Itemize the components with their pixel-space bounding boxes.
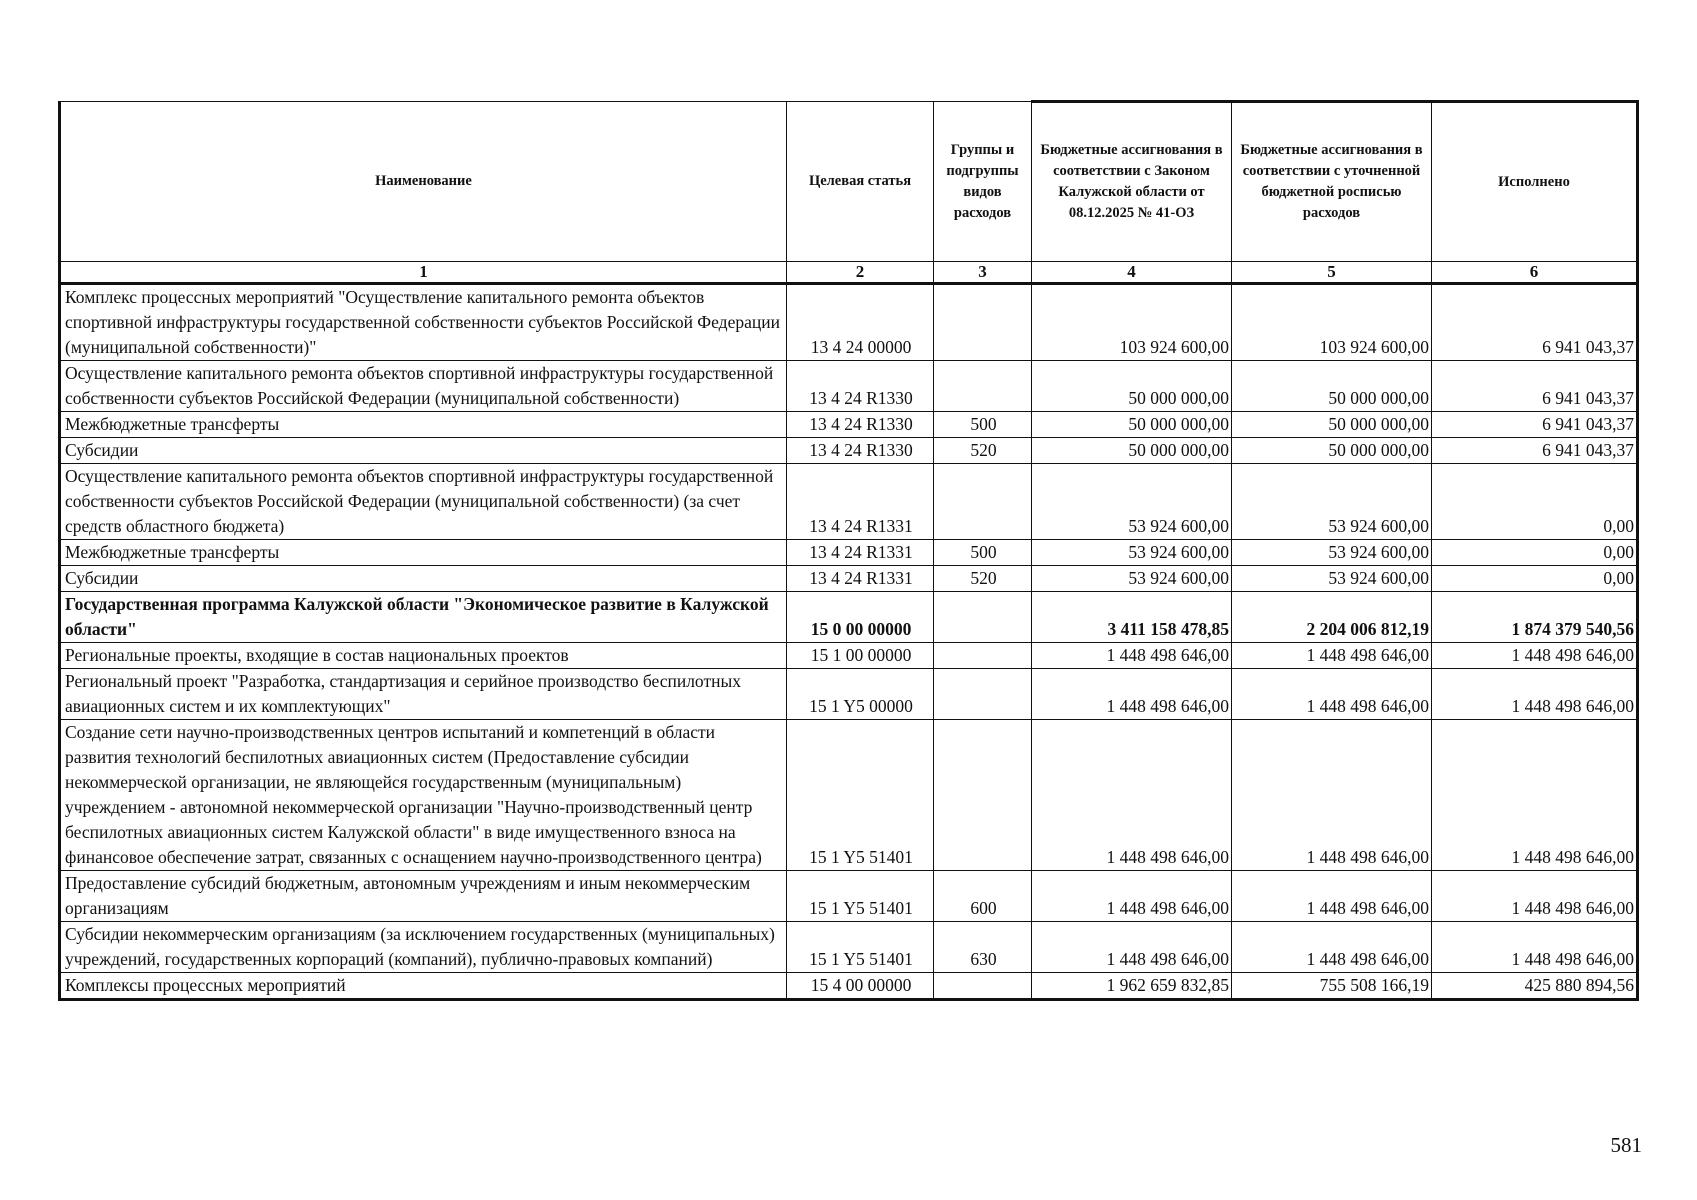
row-target-article-cell: 13 4 24 R1330 bbox=[787, 412, 934, 438]
row-expense-group-cell bbox=[934, 720, 1032, 871]
row-executed-amount-cell: 1 448 498 646,00 bbox=[1432, 720, 1638, 871]
table-row bbox=[60, 592, 1638, 643]
row-plan-amount-cell: 1 448 498 646,00 bbox=[1232, 922, 1432, 973]
row-plan-amount-cell: 53 924 600,00 bbox=[1232, 566, 1432, 592]
row-law-amount-cell: 1 962 659 832,85 bbox=[1032, 973, 1232, 1000]
header-row bbox=[60, 102, 1638, 262]
column-number: 4 bbox=[1032, 262, 1232, 284]
row-target-article-cell: 15 1 Y5 51401 bbox=[787, 720, 934, 871]
table-row bbox=[60, 922, 1638, 973]
row-expense-group-cell: 630 bbox=[934, 922, 1032, 973]
column-number: 6 bbox=[1432, 262, 1638, 284]
row-target-article-cell: 13 4 24 00000 bbox=[787, 284, 934, 361]
row-name-cell: Предоставление субсидий бюджетным, автономным учреждениям и иным некоммерческим организациям bbox=[60, 871, 787, 922]
row-target-article-cell: 15 4 00 00000 bbox=[787, 973, 934, 1000]
row-name-cell: Региональные проекты, входящие в состав национальных проектов bbox=[60, 643, 787, 669]
row-name-cell: Осуществление капитального ремонта объектов спортивной инфраструктуры государственной собственности субъектов Российской Федерации (муниципальной собственности) bbox=[60, 361, 787, 412]
row-name-cell: Межбюджетные трансферты bbox=[60, 412, 787, 438]
budget-table bbox=[58, 100, 1639, 1001]
header-executed: Исполнено bbox=[1432, 102, 1638, 262]
column-number-row bbox=[60, 262, 1638, 284]
row-expense-group-cell bbox=[934, 669, 1032, 720]
table-row bbox=[60, 412, 1638, 438]
row-law-amount-cell: 53 924 600,00 bbox=[1032, 464, 1232, 540]
column-number: 5 bbox=[1232, 262, 1432, 284]
row-plan-amount-cell: 50 000 000,00 bbox=[1232, 361, 1432, 412]
row-law-amount-cell: 103 924 600,00 bbox=[1032, 284, 1232, 361]
row-name-cell: Региональный проект "Разработка, стандартизация и серийное производство беспилотных авиационных систем и их комплектующих" bbox=[60, 669, 787, 720]
table-row bbox=[60, 973, 1638, 1000]
row-executed-amount-cell: 6 941 043,37 bbox=[1432, 438, 1638, 464]
table-body bbox=[60, 284, 1638, 1000]
page-number: 581 bbox=[1610, 1133, 1642, 1157]
row-plan-amount-cell: 1 448 498 646,00 bbox=[1232, 669, 1432, 720]
row-plan-amount-cell: 103 924 600,00 bbox=[1232, 284, 1432, 361]
row-plan-amount-cell: 1 448 498 646,00 bbox=[1232, 643, 1432, 669]
row-plan-amount-cell: 1 448 498 646,00 bbox=[1232, 720, 1432, 871]
header-expense-groups: Группы и подгруппы видов расходов bbox=[934, 102, 1032, 262]
row-name-cell: Субсидии bbox=[60, 566, 787, 592]
row-target-article-cell: 15 1 Y5 51401 bbox=[787, 871, 934, 922]
row-executed-amount-cell: 6 941 043,37 bbox=[1432, 361, 1638, 412]
table-row bbox=[60, 720, 1638, 871]
row-law-amount-cell: 1 448 498 646,00 bbox=[1032, 643, 1232, 669]
row-target-article-cell: 15 1 Y5 00000 bbox=[787, 669, 934, 720]
row-target-article-cell: 15 1 Y5 51401 bbox=[787, 922, 934, 973]
table-row bbox=[60, 361, 1638, 412]
row-executed-amount-cell: 1 448 498 646,00 bbox=[1432, 871, 1638, 922]
row-executed-amount-cell: 0,00 bbox=[1432, 464, 1638, 540]
header-name: Наименование bbox=[60, 102, 787, 262]
row-expense-group-cell bbox=[934, 643, 1032, 669]
table-row bbox=[60, 284, 1638, 361]
header-plan-allocations: Бюджетные ассигнования в соответствии с уточненной бюджетной росписью расходов bbox=[1232, 102, 1432, 262]
row-law-amount-cell: 1 448 498 646,00 bbox=[1032, 720, 1232, 871]
row-target-article-cell: 15 1 00 00000 bbox=[787, 643, 934, 669]
table-row bbox=[60, 438, 1638, 464]
row-plan-amount-cell: 2 204 006 812,19 bbox=[1232, 592, 1432, 643]
row-executed-amount-cell: 6 941 043,37 bbox=[1432, 412, 1638, 438]
header-target-article: Целевая статья bbox=[787, 102, 934, 262]
row-target-article-cell: 13 4 24 R1331 bbox=[787, 566, 934, 592]
row-executed-amount-cell: 1 448 498 646,00 bbox=[1432, 643, 1638, 669]
row-name-cell: Осуществление капитального ремонта объектов спортивной инфраструктуры государственной собственности субъектов Российской Федерации (муниципальной собственности) (за счет средств областного бюджета) bbox=[60, 464, 787, 540]
row-law-amount-cell: 53 924 600,00 bbox=[1032, 540, 1232, 566]
row-executed-amount-cell: 0,00 bbox=[1432, 540, 1638, 566]
budget-table-container bbox=[58, 100, 1636, 1001]
row-executed-amount-cell: 1 448 498 646,00 bbox=[1432, 922, 1638, 973]
table-row bbox=[60, 464, 1638, 540]
row-law-amount-cell: 50 000 000,00 bbox=[1032, 412, 1232, 438]
row-expense-group-cell bbox=[934, 592, 1032, 643]
row-target-article-cell: 13 4 24 R1330 bbox=[787, 438, 934, 464]
row-executed-amount-cell: 425 880 894,56 bbox=[1432, 973, 1638, 1000]
row-expense-group-cell bbox=[934, 464, 1032, 540]
row-target-article-cell: 13 4 24 R1330 bbox=[787, 361, 934, 412]
table-row bbox=[60, 669, 1638, 720]
row-expense-group-cell: 520 bbox=[934, 566, 1032, 592]
row-name-cell: Комплекс процессных мероприятий "Осуществление капитального ремонта объектов спортивной инфраструктуры государственной собственности субъектов Российской Федерации (муниципальной собственности)" bbox=[60, 284, 787, 361]
row-expense-group-cell bbox=[934, 284, 1032, 361]
table-row bbox=[60, 566, 1638, 592]
row-target-article-cell: 13 4 24 R1331 bbox=[787, 540, 934, 566]
row-executed-amount-cell: 1 874 379 540,56 bbox=[1432, 592, 1638, 643]
row-plan-amount-cell: 1 448 498 646,00 bbox=[1232, 871, 1432, 922]
row-plan-amount-cell: 50 000 000,00 bbox=[1232, 438, 1432, 464]
row-plan-amount-cell: 755 508 166,19 bbox=[1232, 973, 1432, 1000]
row-name-cell: Государственная программа Калужской области "Экономическое развитие в Калужской области" bbox=[60, 592, 787, 643]
column-number: 3 bbox=[934, 262, 1032, 284]
row-law-amount-cell: 1 448 498 646,00 bbox=[1032, 922, 1232, 973]
row-plan-amount-cell: 53 924 600,00 bbox=[1232, 540, 1432, 566]
table-row bbox=[60, 871, 1638, 922]
row-law-amount-cell: 50 000 000,00 bbox=[1032, 438, 1232, 464]
row-expense-group-cell: 500 bbox=[934, 540, 1032, 566]
row-name-cell: Субсидии bbox=[60, 438, 787, 464]
row-law-amount-cell: 1 448 498 646,00 bbox=[1032, 871, 1232, 922]
row-target-article-cell: 13 4 24 R1331 bbox=[787, 464, 934, 540]
row-executed-amount-cell: 6 941 043,37 bbox=[1432, 284, 1638, 361]
row-executed-amount-cell: 0,00 bbox=[1432, 566, 1638, 592]
row-name-cell: Комплексы процессных мероприятий bbox=[60, 973, 787, 1000]
row-expense-group-cell: 600 bbox=[934, 871, 1032, 922]
row-expense-group-cell bbox=[934, 361, 1032, 412]
column-number: 1 bbox=[60, 262, 787, 284]
row-name-cell: Субсидии некоммерческим организациям (за исключением государственных (муниципальных) учреждений, государственных корпораций (компаний), публично-правовых компаний) bbox=[60, 922, 787, 973]
table-row bbox=[60, 540, 1638, 566]
row-law-amount-cell: 3 411 158 478,85 bbox=[1032, 592, 1232, 643]
table-row bbox=[60, 643, 1638, 669]
header-law-allocations: Бюджетные ассигнования в соответствии с Законом Калужской области от 08.12.2025 № 41-ОЗ bbox=[1032, 102, 1232, 262]
row-law-amount-cell: 53 924 600,00 bbox=[1032, 566, 1232, 592]
row-plan-amount-cell: 53 924 600,00 bbox=[1232, 464, 1432, 540]
row-law-amount-cell: 1 448 498 646,00 bbox=[1032, 669, 1232, 720]
row-target-article-cell: 15 0 00 00000 bbox=[787, 592, 934, 643]
row-law-amount-cell: 50 000 000,00 bbox=[1032, 361, 1232, 412]
column-number: 2 bbox=[787, 262, 934, 284]
row-expense-group-cell bbox=[934, 973, 1032, 1000]
row-executed-amount-cell: 1 448 498 646,00 bbox=[1432, 669, 1638, 720]
row-name-cell: Создание сети научно-производственных центров испытаний и компетенций в области развития технологий беспилотных авиационных систем (Предоставление субсидии некоммерческой организации, не являющейся государственным (муниципальным) учреждением - автономной некоммерческой организации "Научно-производственный центр беспилотных авиационных систем Калужской области" в виде имущественного взноса на финансовое обеспечение затрат, связанных с оснащением научно-производственного центра) bbox=[60, 720, 787, 871]
row-expense-group-cell: 520 bbox=[934, 438, 1032, 464]
row-name-cell: Межбюджетные трансферты bbox=[60, 540, 787, 566]
row-plan-amount-cell: 50 000 000,00 bbox=[1232, 412, 1432, 438]
row-expense-group-cell: 500 bbox=[934, 412, 1032, 438]
